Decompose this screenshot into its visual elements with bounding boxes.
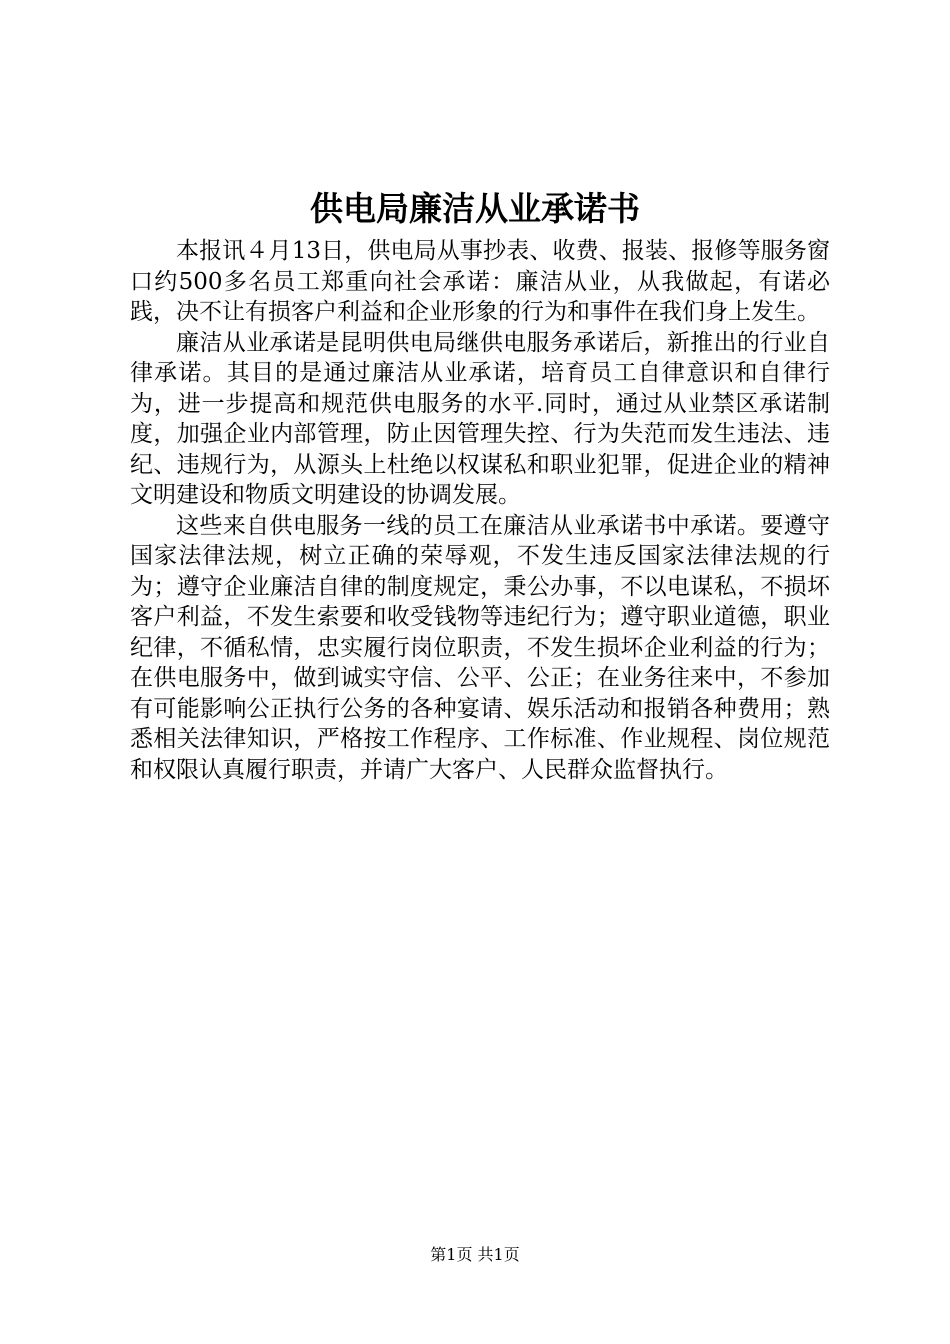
paragraph-1: 本报讯４月13日，供电局从事抄表、收费、报装、报修等服务窗口约500多名员工郑重向社会承诺：廉洁从业，从我做起，有诺必践，决不让有损客户利益和企业形象的行为和事件在我们身上发生。 <box>130 238 830 325</box>
paragraph-3: 这些来自供电服务一线的员工在廉洁从业承诺书中承诺。要遵守国家法律法规，树立正确的荣辱观，不发生违反国家法律法规的行为；遵守企业廉洁自律的制度规定，秉公办事，不以电谋私，不损坏客户利益，不发生索要和收受钱物等违纪行为；遵守职业道德，职业纪律，不循私情，忠实履行岗位职责，不发生损坏企业利益的行为；在供电服务中，做到诚实守信、公平、公正；在业务往来中，不参加有可能影响公正执行公务的各种宴请、娱乐活动和报销各种费用；熟悉相关法律知识，严格按工作程序、工作标准、作业规程、岗位规范和权限认真履行职责，并请广大客户、人民群众监督执行。 <box>130 512 830 783</box>
document-title: 供电局廉洁从业承诺书 <box>310 189 640 228</box>
document-body <box>130 236 830 785</box>
page-footer: 第1页 共1页 <box>430 1245 520 1264</box>
paragraph-2: 廉洁从业承诺是昆明供电局继供电服务承诺后，新推出的行业自律承诺。其目的是通过廉洁从业承诺，培育员工自律意识和自律行为，进一步提高和规范供电服务的水平.同时，通过从业禁区承诺制度，加强企业内部管理，防止因管理失控、行为失范而发生违法、违纪、违规行为，从源头上杜绝以权谋私和职业犯罪，促进企业的精神文明建设和物质文明建设的协调发展。 <box>130 329 830 508</box>
